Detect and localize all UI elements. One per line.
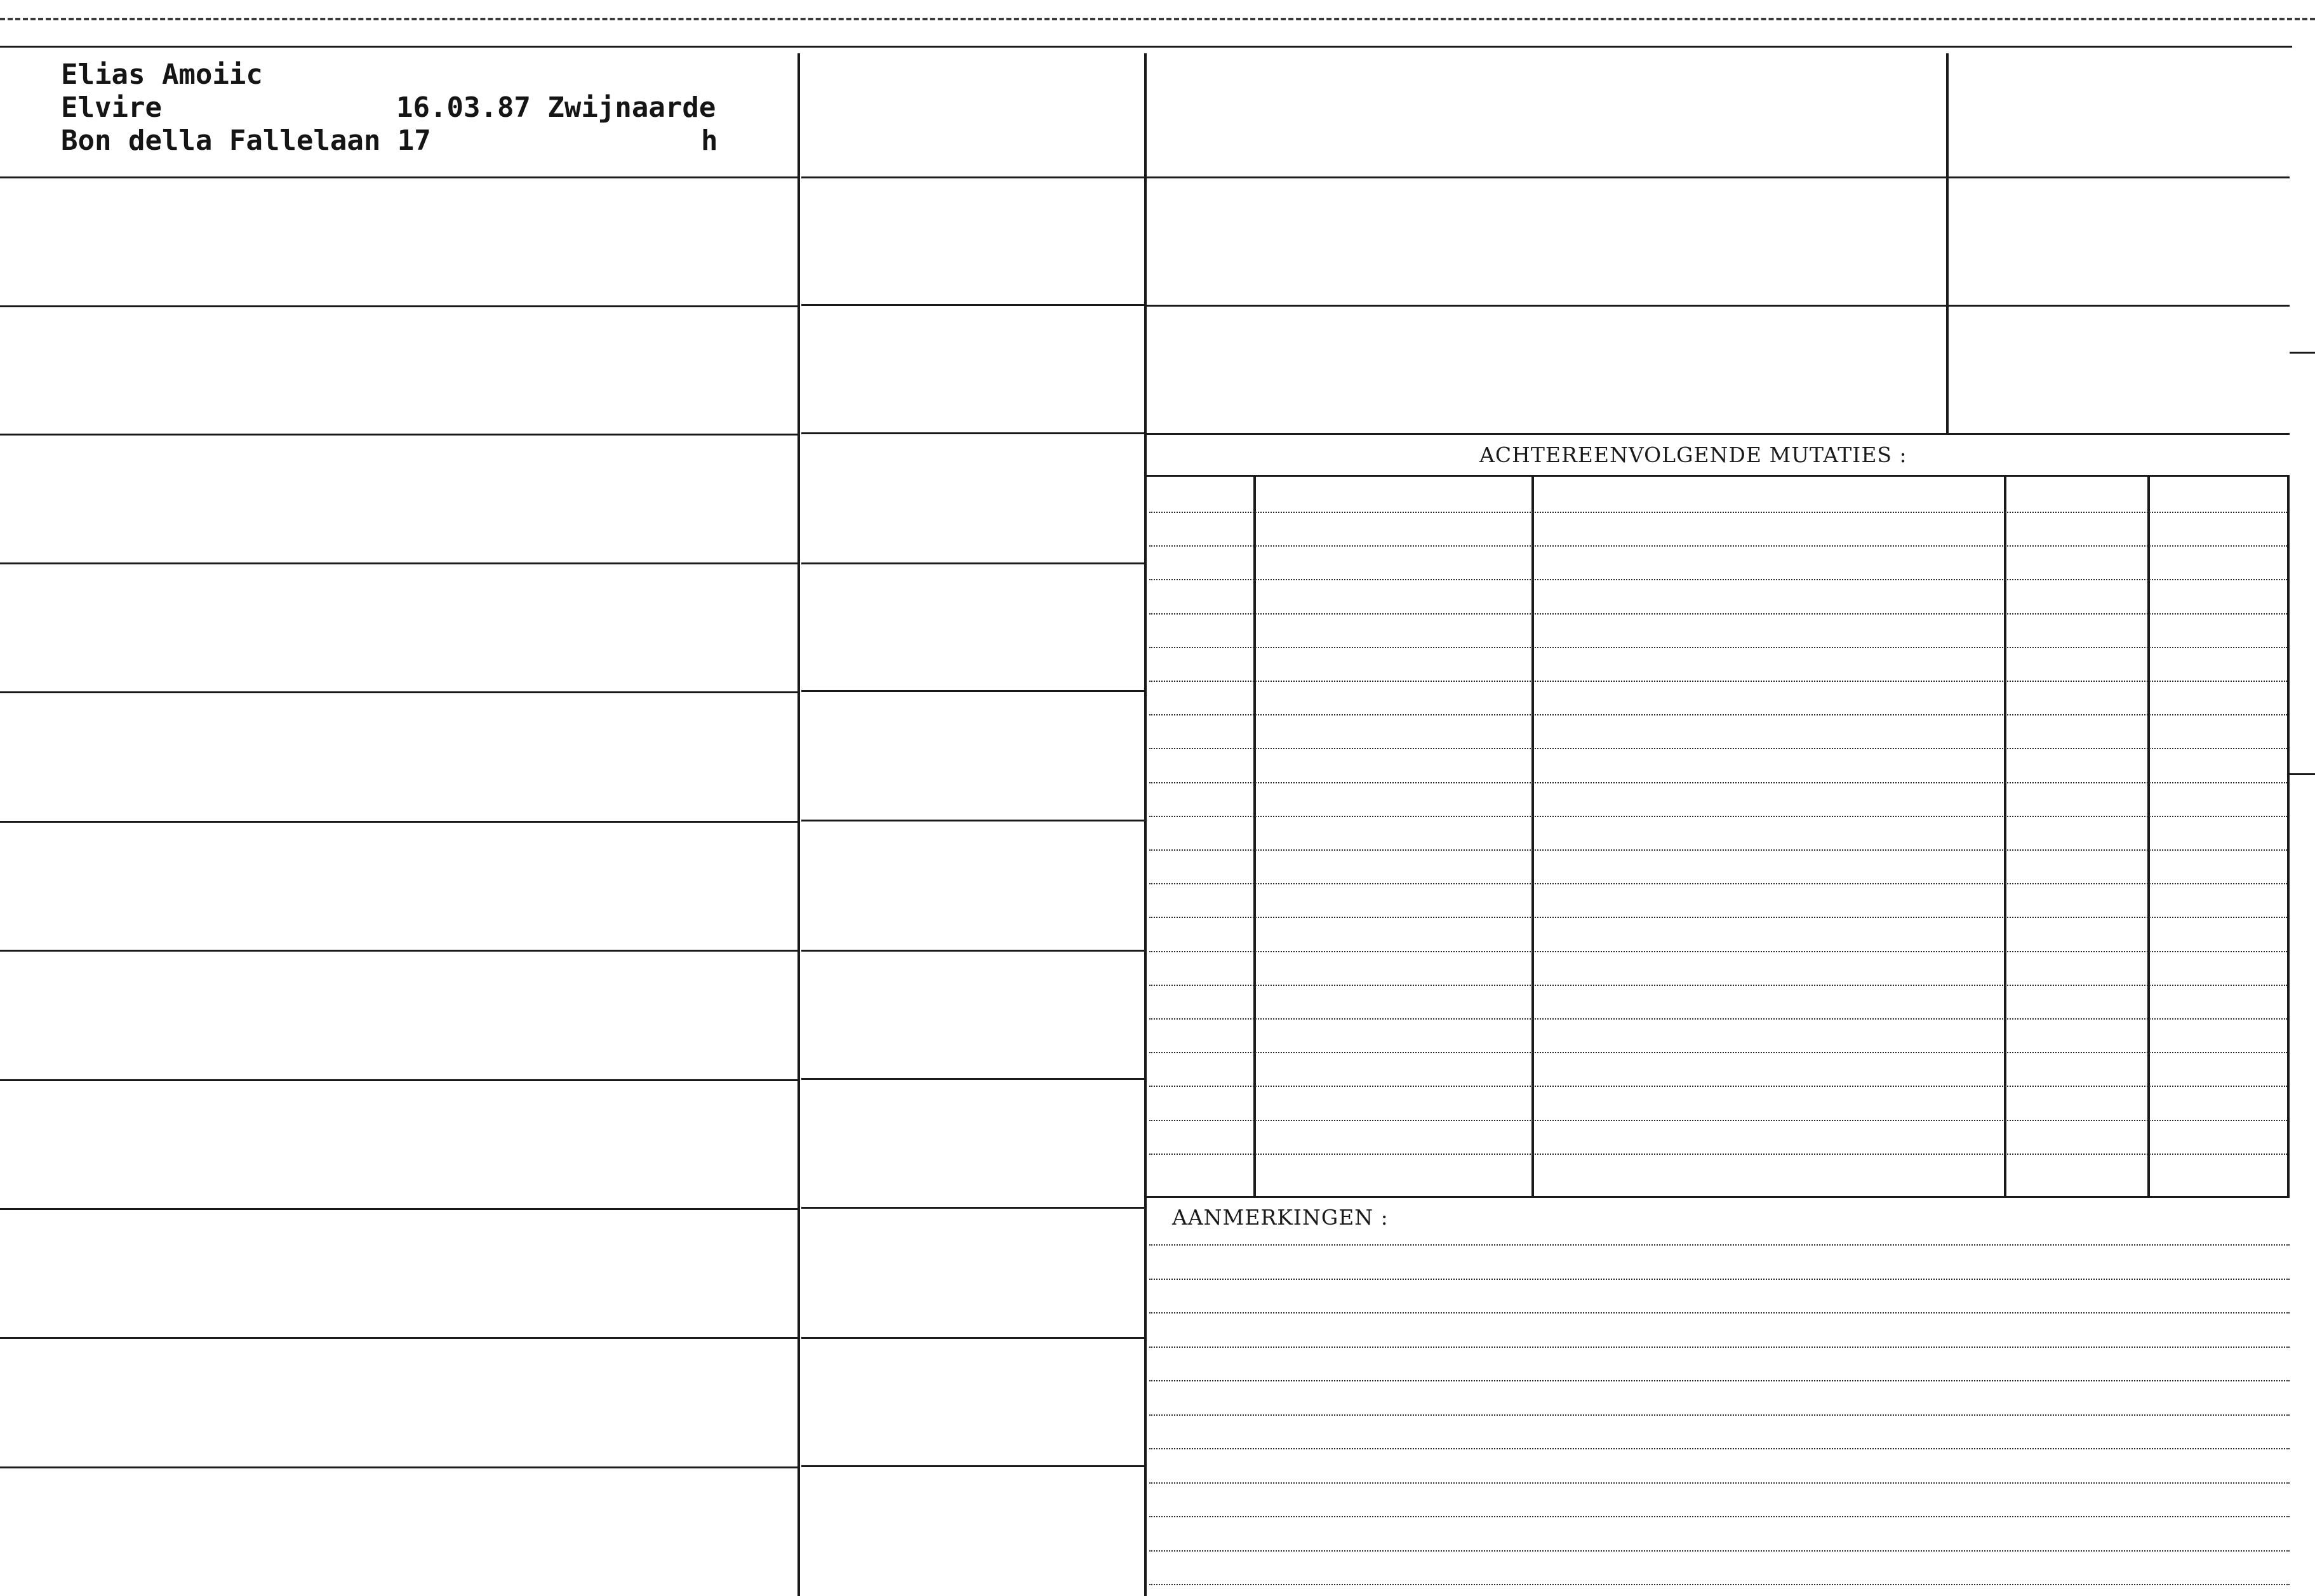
- left-grid-row-9: [0, 1208, 797, 1210]
- margin-tick-upper: [2290, 352, 2315, 354]
- left-grid-row-5: [0, 691, 797, 693]
- center-grid-row-6: [801, 820, 1144, 821]
- left-grid-row-8: [0, 1079, 797, 1081]
- mutations-ruled-line-14: [1149, 951, 2287, 952]
- mutations-col-1: [1253, 476, 1256, 1196]
- address-text: Bon della Fallelaan 17: [61, 124, 431, 157]
- left-grid-row-2: [0, 305, 797, 307]
- mutations-col-4: [2147, 476, 2150, 1196]
- remarks-ruled-line-8: [1149, 1482, 2290, 1484]
- mutations-ruled-line-10: [1149, 816, 2287, 817]
- center-grid-row-2: [801, 304, 1144, 306]
- remarks-ruled-line-11: [1149, 1584, 2290, 1585]
- left-column-divider: [797, 53, 800, 1596]
- mutations-ruled-line-4: [1149, 613, 2287, 615]
- left-grid-row-10: [0, 1337, 797, 1339]
- birth-date-place-text: 16.03.87 Zwijnaarde: [396, 91, 716, 124]
- mutations-ruled-line-6: [1149, 681, 2287, 682]
- mutations-ruled-line-7: [1149, 714, 2287, 715]
- first-name-text: Elvire: [61, 91, 162, 124]
- center-grid-row-10: [801, 1337, 1144, 1339]
- mutations-ruled-line-2: [1149, 545, 2287, 547]
- left-grid-row-4: [0, 562, 797, 564]
- remarks-ruled-line-6: [1149, 1414, 2290, 1416]
- mutations-ruled-line-12: [1149, 883, 2287, 884]
- left-grid-row-6: [0, 821, 797, 823]
- top-edge-border: [0, 18, 2315, 24]
- mutations-ruled-line-5: [1149, 647, 2287, 648]
- right-top-row-1: [1147, 176, 2290, 178]
- right-top-row-2: [1147, 305, 2290, 307]
- mutations-col-3: [2004, 476, 2006, 1196]
- remarks-ruled-line-3: [1149, 1312, 2290, 1313]
- top-border: [0, 46, 2292, 48]
- mutations-heading: ACHTEREENVOLGENDE MUTATIES :: [1479, 442, 1907, 467]
- mutations-table-top: [1147, 475, 2290, 477]
- left-grid-row-11: [0, 1466, 797, 1468]
- remarks-ruled-line-7: [1149, 1448, 2290, 1449]
- remarks-ruled-line-10: [1149, 1550, 2290, 1552]
- remarks-ruled-line-2: [1149, 1279, 2290, 1280]
- remarks-ruled-line-4: [1149, 1347, 2290, 1348]
- center-grid-row-1: [801, 176, 1144, 178]
- center-grid-row-7: [801, 950, 1144, 952]
- right-top-row-3: [1147, 433, 2290, 435]
- surname-text: Elias Amoiic: [61, 58, 263, 91]
- mutations-ruled-line-9: [1149, 782, 2287, 783]
- center-grid-row-11: [801, 1465, 1144, 1467]
- mutations-table-bottom: [1147, 1196, 2290, 1198]
- mutations-ruled-line-13: [1149, 917, 2287, 918]
- mutations-ruled-line-19: [1149, 1120, 2287, 1121]
- center-grid-row-5: [801, 690, 1144, 692]
- center-grid-row-3: [801, 432, 1144, 434]
- mutations-col-2: [1531, 476, 1534, 1196]
- left-grid-row-3: [0, 434, 797, 436]
- remarks-ruled-line-9: [1149, 1516, 2290, 1517]
- mutations-ruled-line-11: [1149, 849, 2287, 851]
- right-top-divider: [1946, 53, 1949, 433]
- center-grid-row-9: [801, 1207, 1144, 1209]
- mutations-ruled-line-15: [1149, 985, 2287, 986]
- mutations-ruled-line-18: [1149, 1086, 2287, 1087]
- left-grid-row-7: [0, 950, 797, 952]
- center-column-divider: [1144, 53, 1147, 1596]
- mutations-ruled-line-17: [1149, 1052, 2287, 1053]
- mutations-ruled-line-1: [1149, 512, 2287, 513]
- center-grid-row-4: [801, 562, 1144, 564]
- left-grid-row-1: [0, 176, 797, 178]
- remarks-ruled-line-5: [1149, 1380, 2290, 1381]
- mutations-right-border: [2287, 476, 2290, 1196]
- remarks-ruled-line-1: [1149, 1244, 2290, 1246]
- remarks-heading: AANMERKINGEN :: [1172, 1205, 1389, 1230]
- address-suffix-text: h: [701, 124, 718, 157]
- mutations-ruled-line-8: [1149, 748, 2287, 749]
- mutations-ruled-line-3: [1149, 579, 2287, 580]
- mutations-ruled-line-16: [1149, 1018, 2287, 1020]
- center-grid-row-8: [801, 1078, 1144, 1080]
- mutations-ruled-line-20: [1149, 1154, 2287, 1155]
- margin-tick-lower: [2290, 773, 2315, 775]
